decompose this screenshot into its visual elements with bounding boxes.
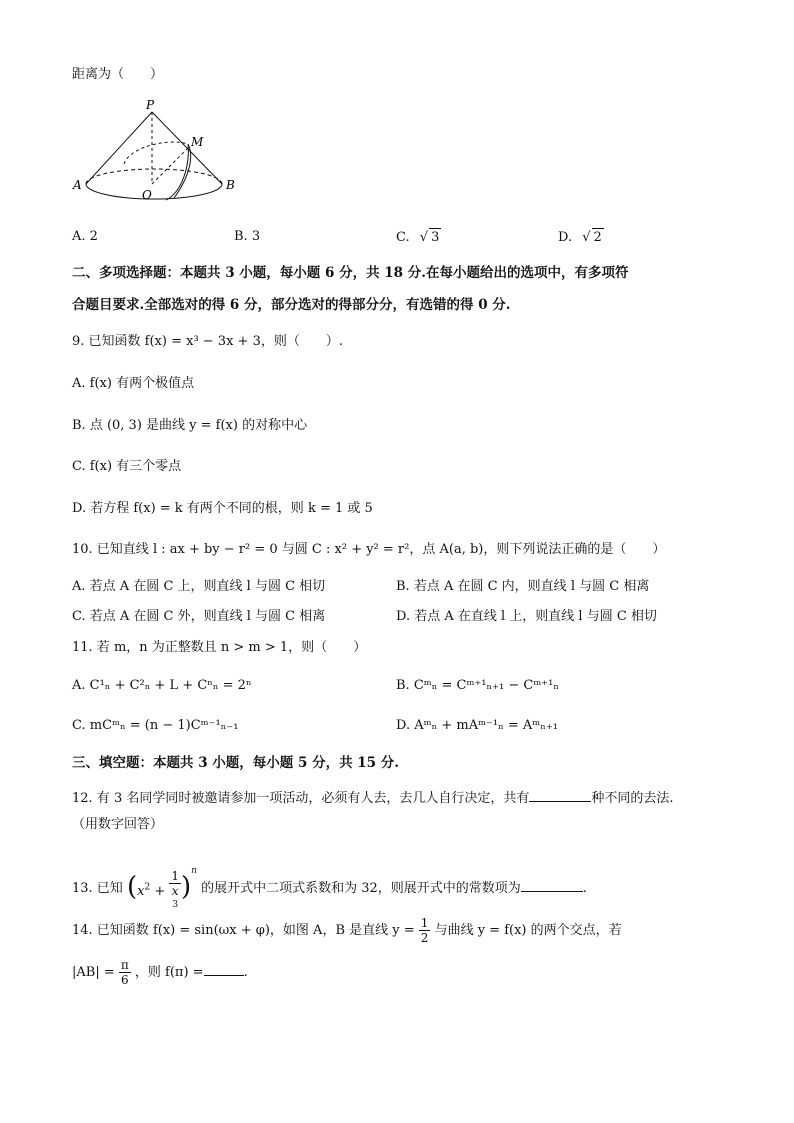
label-P: P bbox=[146, 98, 155, 112]
q12-text-part2: 种不同的去法. bbox=[591, 791, 674, 806]
section3-heading: 三、填空题：本题共 3 小题，每小题 5 分，共 15 分. bbox=[72, 755, 399, 771]
q13-line bbox=[72, 862, 587, 915]
label-O: O bbox=[142, 188, 152, 202]
q8-option-a: A. 2 bbox=[72, 229, 98, 244]
q12-line1 bbox=[72, 787, 673, 808]
q8-option-d-value: 2 bbox=[593, 230, 602, 245]
q11-option-b: B. Cᵐₙ = Cᵐ⁺¹ₙ₊₁ − Cᵐ⁺¹ₙ bbox=[396, 678, 559, 693]
q8-option-c-value: 3 bbox=[431, 230, 440, 245]
q8-option-b: B. 3 bbox=[234, 229, 261, 244]
q8-option-d: D. √ 2 bbox=[558, 230, 602, 245]
q9-option-a: A. f(x) 有两个极值点 bbox=[72, 376, 195, 391]
q8-option-d-label: D. bbox=[558, 230, 573, 245]
q10-option-b: B. 若点 A 在圆 C 内，则直线 l 与圆 C 相离 bbox=[396, 579, 650, 594]
q13-end: . bbox=[582, 880, 587, 896]
q14-line2-middle: ，则 f(π) = bbox=[134, 965, 204, 980]
q11-option-d: D. Aᵐₙ + mAᵐ⁻¹ₙ = Aᵐₙ₊₁ bbox=[396, 718, 558, 733]
q8-tail: 距离为（ ） bbox=[72, 67, 164, 82]
section2-heading-line2: 合题目要求.全部选对的得 6 分，部分选对的得部分分，有选错的得 0 分. bbox=[72, 297, 511, 313]
q14-prefix: 14. 已知函数 f(x) = sin(ωx + φ)，如图 A，B 是直线 y = bbox=[72, 923, 415, 938]
q9-option-d: D. 若方程 f(x) = k 有两个不同的根，则 k = 1 或 5 bbox=[72, 501, 373, 516]
q9-option-c: C. f(x) 有三个零点 bbox=[72, 459, 182, 474]
q12-line2: （用数字回答） bbox=[72, 817, 164, 832]
q14-fraction-pi-six: $\frac{\pi}{6}$ bbox=[120, 958, 129, 987]
q13-expression: ($x^2$ + 1 x $^3$ )$^n$ bbox=[126, 866, 197, 910]
q9-stem: 9. 已知函数 f(x) = x³ − 3x + 3，则（ ）. bbox=[72, 334, 343, 349]
q13-prefix: 13. 已知 bbox=[72, 880, 123, 896]
q10-option-c: C. 若点 A 在圆 C 外，则直线 l 与圆 C 相离 bbox=[72, 609, 326, 624]
q8-option-c-label: C. bbox=[396, 230, 410, 245]
q12-text-part1: 12. 有 3 名同学同时被邀请参加一项活动，必须有人去，去几人自行决定，共有 bbox=[72, 791, 530, 806]
q14-fraction-half: $\frac{1}{2}$ bbox=[420, 916, 429, 945]
q14-line1 bbox=[72, 916, 622, 945]
q12-answer-blank[interactable] bbox=[529, 787, 591, 802]
q13-suffix: 的展开式中二项式系数和为 32，则展开式中的常数项为 bbox=[201, 880, 521, 896]
q14-line2-prefix: |AB| = bbox=[72, 965, 115, 980]
q11-option-c: C. mCᵐₙ = (n − 1)Cᵐ⁻¹ₙ₋₁ bbox=[72, 718, 239, 733]
q11-option-a: A. C¹ₙ + C²ₙ + L + Cⁿₙ = 2ⁿ bbox=[72, 678, 252, 693]
q9-option-b: B. 点 (0, 3) 是曲线 y = f(x) 的对称中心 bbox=[72, 418, 308, 433]
cone-figure bbox=[70, 96, 250, 208]
label-B: B bbox=[226, 178, 235, 192]
q8-option-c: C. √ 3 bbox=[396, 230, 440, 245]
section2-heading-line1: 二、多项选择题：本题共 3 小题，每小题 6 分，共 18 分.在每小题给出的选项中，有多项符 bbox=[72, 265, 629, 281]
q14-middle: 与曲线 y = f(x) 的两个交点，若 bbox=[434, 923, 622, 938]
label-M: M bbox=[191, 135, 204, 149]
q11-stem: 11. 若 m，n 为正整数且 n > m > 1，则（ ） bbox=[72, 640, 367, 655]
label-A: A bbox=[73, 178, 82, 192]
q14-line2 bbox=[72, 958, 248, 987]
q13-answer-blank[interactable] bbox=[521, 877, 583, 892]
q14-end: . bbox=[243, 965, 248, 980]
q10-option-d: D. 若点 A 在直线 l 上，则直线 l 与圆 C 相切 bbox=[396, 609, 657, 624]
q14-answer-blank[interactable] bbox=[204, 961, 244, 976]
q10-option-a: A. 若点 A 在圆 C 上，则直线 l 与圆 C 相切 bbox=[72, 579, 326, 594]
q10-stem: 10. 已知直线 l : ax + by − r² = 0 与圆 C : x² + y² = r²，点 A(a, b)，则下列说法正确的是（ ） bbox=[72, 542, 666, 557]
